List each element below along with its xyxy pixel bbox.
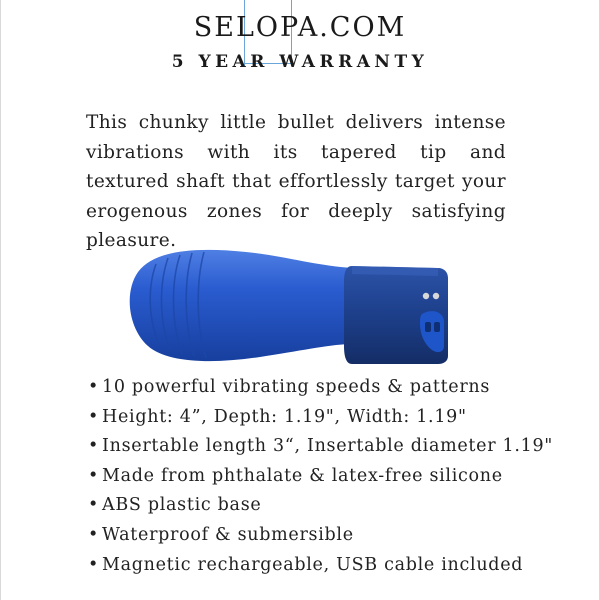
bullet-icon: • <box>88 495 100 516</box>
feature-item <box>88 491 548 521</box>
feature-item <box>88 432 554 462</box>
feature-item <box>88 521 548 551</box>
feature-text: 10 powerful vibrating speeds & patterns <box>102 377 491 397</box>
feature-text: Waterproof & submersible <box>102 524 354 545</box>
bullet-icon: • <box>88 377 100 397</box>
product-description: This chunky little bullet delivers intense vibrations with its tapered tip and textured shaft that effortlessly target your erogenous zones for deeply satisfying pleasure. <box>86 112 506 251</box>
warranty-subtitle: 5 YEAR WARRANTY <box>171 52 429 72</box>
feature-item <box>88 551 548 581</box>
feature-text: ABS plastic base <box>102 495 262 516</box>
bullet-icon: • <box>88 406 100 427</box>
feature-item <box>88 462 548 492</box>
feature-text: Made from phthalate & latex-free silicone <box>102 465 503 486</box>
bullet-icon: • <box>88 524 100 545</box>
brand-title: SELOPA.COM <box>193 12 407 43</box>
feature-list <box>88 373 554 580</box>
feature-text: Insertable length 3“, Insertable diameter 1.19" <box>102 436 554 457</box>
feature-text: Height: 4”, Depth: 1.19", Width: 1.19" <box>102 406 467 427</box>
feature-item <box>88 373 548 403</box>
feature-text: Magnetic rechargeable, USB cable included <box>102 554 524 575</box>
blue-bullet-vibrator-image <box>126 246 472 366</box>
feature-item <box>88 403 548 433</box>
bullet-icon: • <box>88 436 100 457</box>
bullet-icon: • <box>88 465 100 486</box>
bullet-icon: • <box>88 554 100 575</box>
